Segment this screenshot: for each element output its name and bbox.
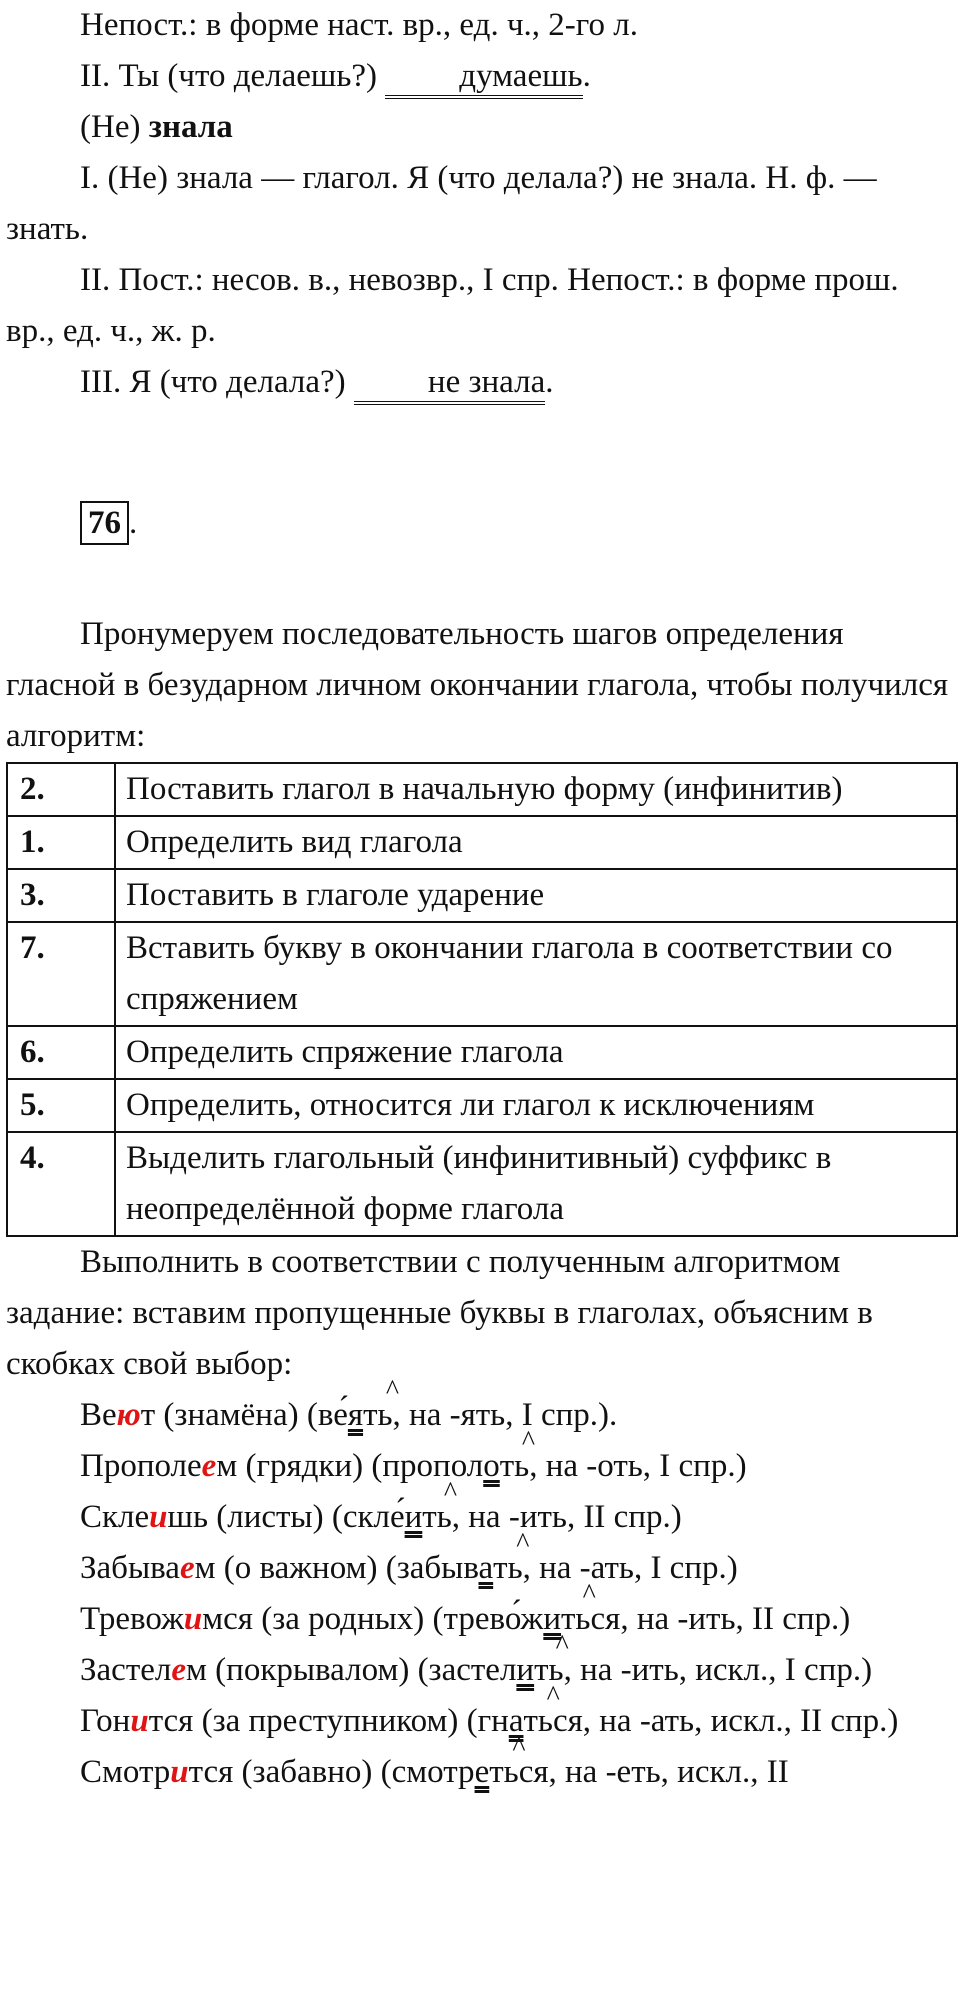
verb-stem: Забыва [80,1550,180,1586]
verb-line [0,1579,960,1645]
step-text: Поставить в глаголе ударение [115,869,957,922]
verb-stem: Застел [80,1652,172,1688]
verb-explanation-end: ть, на -ить, искл., I спр.) [534,1652,873,1688]
intro-paragraph: Пронумеруем последовательность шагов определения гласной в безударном личном окончании глагола, чтобы получился алгоритм: [6,616,949,754]
step-text: Вставить букву в окончании глагола в соответствии со спряжением [115,922,957,1026]
step-text: Выделить глагольный (инфинитивный) суффикс в неопределённой форме глагола [115,1132,957,1236]
line-features: II. Пост.: несов. в., невозвр., I спр. Непост.: в форме прош. вр., ед. ч., ж. р. [6,262,899,349]
step-text: Поставить глагол в начальную форму (инфинитив) [115,763,957,816]
inserted-letter: ю [116,1397,141,1433]
step-text: Определить спряжение глагола [115,1026,957,1079]
inserted-letter: и [183,1601,203,1637]
verb-explanation: мся (за родных) (трево́ж [202,1601,544,1637]
step-text: Определить вид глагола [115,816,957,869]
task-number-dot: . [129,505,138,541]
table-row [7,1026,957,1079]
suffix-marked: а ^ [479,1550,494,1586]
inserted-letter: и [130,1703,149,1739]
suffix-marked: о ^ [483,1448,500,1484]
verb-explanation: тся (забавно) (смотр [188,1754,475,1790]
line-part-of-speech: I. (Не) знала — глагол. Я (что делала?) не знала. Н. ф. — знать. [6,160,877,247]
word-bold: знала [148,109,233,145]
verb-explanation-end: ть, на -оть, I спр.) [499,1448,747,1484]
task-number-box: 76 [80,501,129,545]
verb-explanation: тся (за преступником) (гн [148,1703,509,1739]
word-heading [0,102,960,153]
verb-explanation: м (покрывалом) (застел [186,1652,517,1688]
verb-explanation-end: ться, на -ить, II спр.) [561,1601,851,1637]
predicate-underlined: не знала [354,366,545,405]
verb-explanation-end: ться, на -еть, искл., II [489,1754,789,1790]
text-fragment: II. Ты (что делаешь?) [80,58,386,94]
step-number: 3. [7,869,115,922]
table-row [7,816,957,869]
inserted-letter: е [179,1550,195,1586]
suffix-marked: и ^ [543,1601,561,1637]
verb-explanation: м (грядки) (пропол [216,1448,484,1484]
step-number: 1. [7,816,115,869]
suffix-arc-icon: ^ [582,1579,596,1610]
suffix-marked: е ^ [475,1754,490,1790]
suffix-arc-icon: ^ [546,1681,560,1712]
line-syntax-role [0,51,960,102]
verb-explanation-end: ть, на -ить, II спр.) [422,1499,682,1535]
inserted-letter: и [149,1499,168,1535]
verb-explanation: т (знамёна) (ве́ [140,1397,348,1433]
verb-stem: Смотр [80,1754,171,1790]
verb-stem: Прополе [80,1448,202,1484]
verb-explanation: м (о важном) (забыв [194,1550,479,1586]
predicate-underlined: думаешь [385,60,582,99]
task-number [0,498,960,549]
table-row [7,869,957,922]
step-number: 5. [7,1079,115,1132]
verb-line [0,1426,960,1492]
verb-list [0,1375,960,1798]
verb-explanation-end: ть, на -ать, I спр.) [493,1550,738,1586]
suffix-arc-icon: ^ [443,1477,458,1508]
text-fragment: III. Я (что делала?) [80,364,354,400]
suffix-arc-icon: ^ [385,1375,400,1406]
inserted-letter: е [171,1652,187,1688]
suffix-marked: и ^ [516,1652,534,1688]
step-number: 2. [7,763,115,816]
table-row [7,1132,957,1236]
verb-stem: Скле [80,1499,150,1535]
text-fragment: (Не) [80,109,149,145]
suffix-marked: я ^ [348,1397,363,1433]
suffix-arc-icon: ^ [512,1732,526,1763]
verb-explanation: шь (листы) (скле́ [167,1499,405,1535]
line-nonconst: Непост.: в форме наст. вр., ед. ч., 2-го л. [80,7,638,43]
step-number: 7. [7,922,115,1026]
line-syntax-role-2 [0,357,960,408]
text-fragment: . [582,58,591,94]
table-row [7,922,957,1026]
verb-stem: Ве [80,1397,117,1433]
inserted-letter: е [201,1448,217,1484]
assignment-paragraph: Выполнить в соответствии с полученным алгоритмом задание: вставим пропущенные буквы в глаголах, объясним в скобках свой выбор: [6,1244,873,1382]
suffix-arc-icon: ^ [555,1630,569,1661]
step-text: Определить, относится ли глагол к исключениям [115,1079,957,1132]
verb-explanation-end: ться, на -ать, искл., II спр.) [523,1703,899,1739]
suffix-arc-icon: ^ [516,1528,530,1559]
table-row [7,1079,957,1132]
verb-line [0,1732,960,1798]
suffix-marked: и ^ [405,1499,423,1535]
step-number: 6. [7,1026,115,1079]
verb-stem: Гон [80,1703,131,1739]
verb-stem: Тревож [80,1601,184,1637]
verb-line [0,1528,960,1594]
step-number: 4. [7,1132,115,1236]
table-row [7,763,957,816]
verb-explanation-end: ть, на -ять, I спр.). [363,1397,618,1433]
suffix-arc-icon: ^ [521,1426,536,1457]
text-fragment: . [545,364,554,400]
suffix-marked: а ^ [509,1703,524,1739]
inserted-letter: и [170,1754,189,1790]
algorithm-table [6,762,958,1237]
